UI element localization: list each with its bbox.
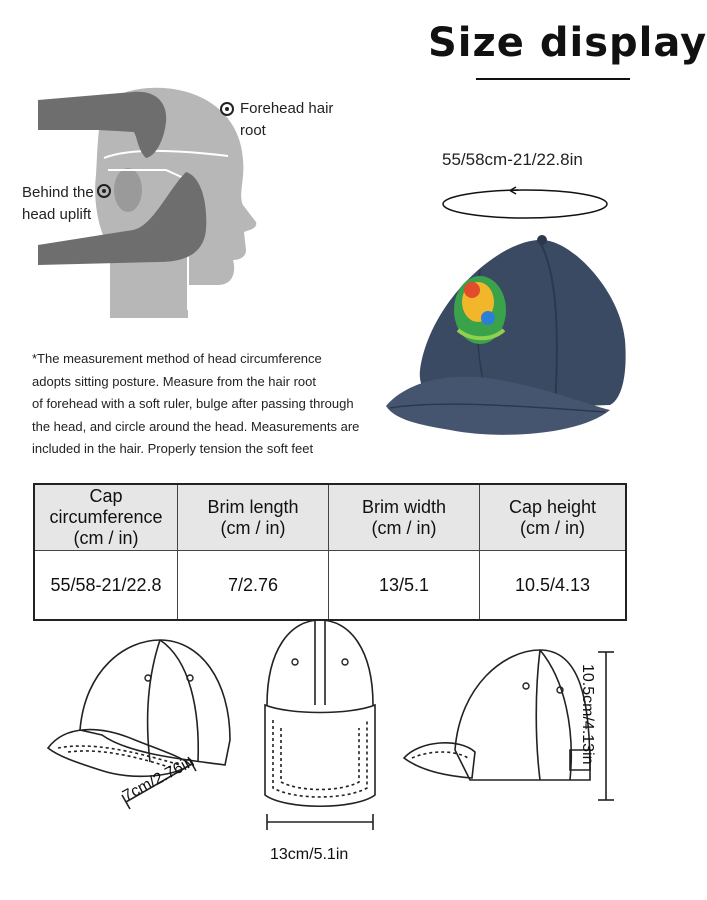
header-brim-width: Brim width (cm / in) <box>329 484 480 551</box>
page-title: Size display <box>428 20 707 66</box>
value-brim-length: 7/2.76 <box>178 551 329 621</box>
header-brim-length: Brim length (cm / in) <box>178 484 329 551</box>
value-brim-width: 13/5.1 <box>329 551 480 621</box>
cap-front-outline <box>255 610 385 830</box>
circumference-ellipse-icon <box>440 186 610 222</box>
circumference-label: 55/58cm-21/22.8in <box>442 150 583 169</box>
size-table <box>33 483 627 621</box>
behind-label-2: head uplift <box>22 206 92 223</box>
forehead-marker-icon <box>220 102 234 116</box>
title-underline <box>476 78 630 80</box>
value-cap-circumference: 55/58-21/22.8 <box>34 551 178 621</box>
note-line: included in the hair. Properly tension the soft feet <box>32 441 314 456</box>
note-line: of forehead with a soft ruler, bulge after passing through <box>32 396 354 411</box>
value-cap-height: 10.5/4.13 <box>480 551 627 621</box>
forehead-label-1: Forehead hair <box>240 100 334 117</box>
header-cap-circumference: Cap circumference (cm / in) <box>34 484 178 551</box>
cap-photo <box>380 230 630 450</box>
note-line: adopts sitting posture. Measure from the hair root <box>32 373 316 389</box>
brim-length-label: 7cm/2.76in <box>120 753 198 806</box>
behind-marker-icon <box>97 184 111 198</box>
behind-label-1: Behind the <box>22 184 94 201</box>
note-line: the head, and circle around the head. Measurements are <box>32 418 360 434</box>
cap-height-label: 10.5cm/4.13in <box>579 664 596 765</box>
measurement-note <box>32 348 360 461</box>
table-header-row <box>34 484 626 551</box>
forehead-label-2: root <box>240 122 266 139</box>
header-cap-height: Cap height (cm / in) <box>480 484 627 551</box>
note-line: *The measurement method of head circumference <box>32 351 322 366</box>
brim-width-label: 13cm/5.1in <box>270 846 349 863</box>
